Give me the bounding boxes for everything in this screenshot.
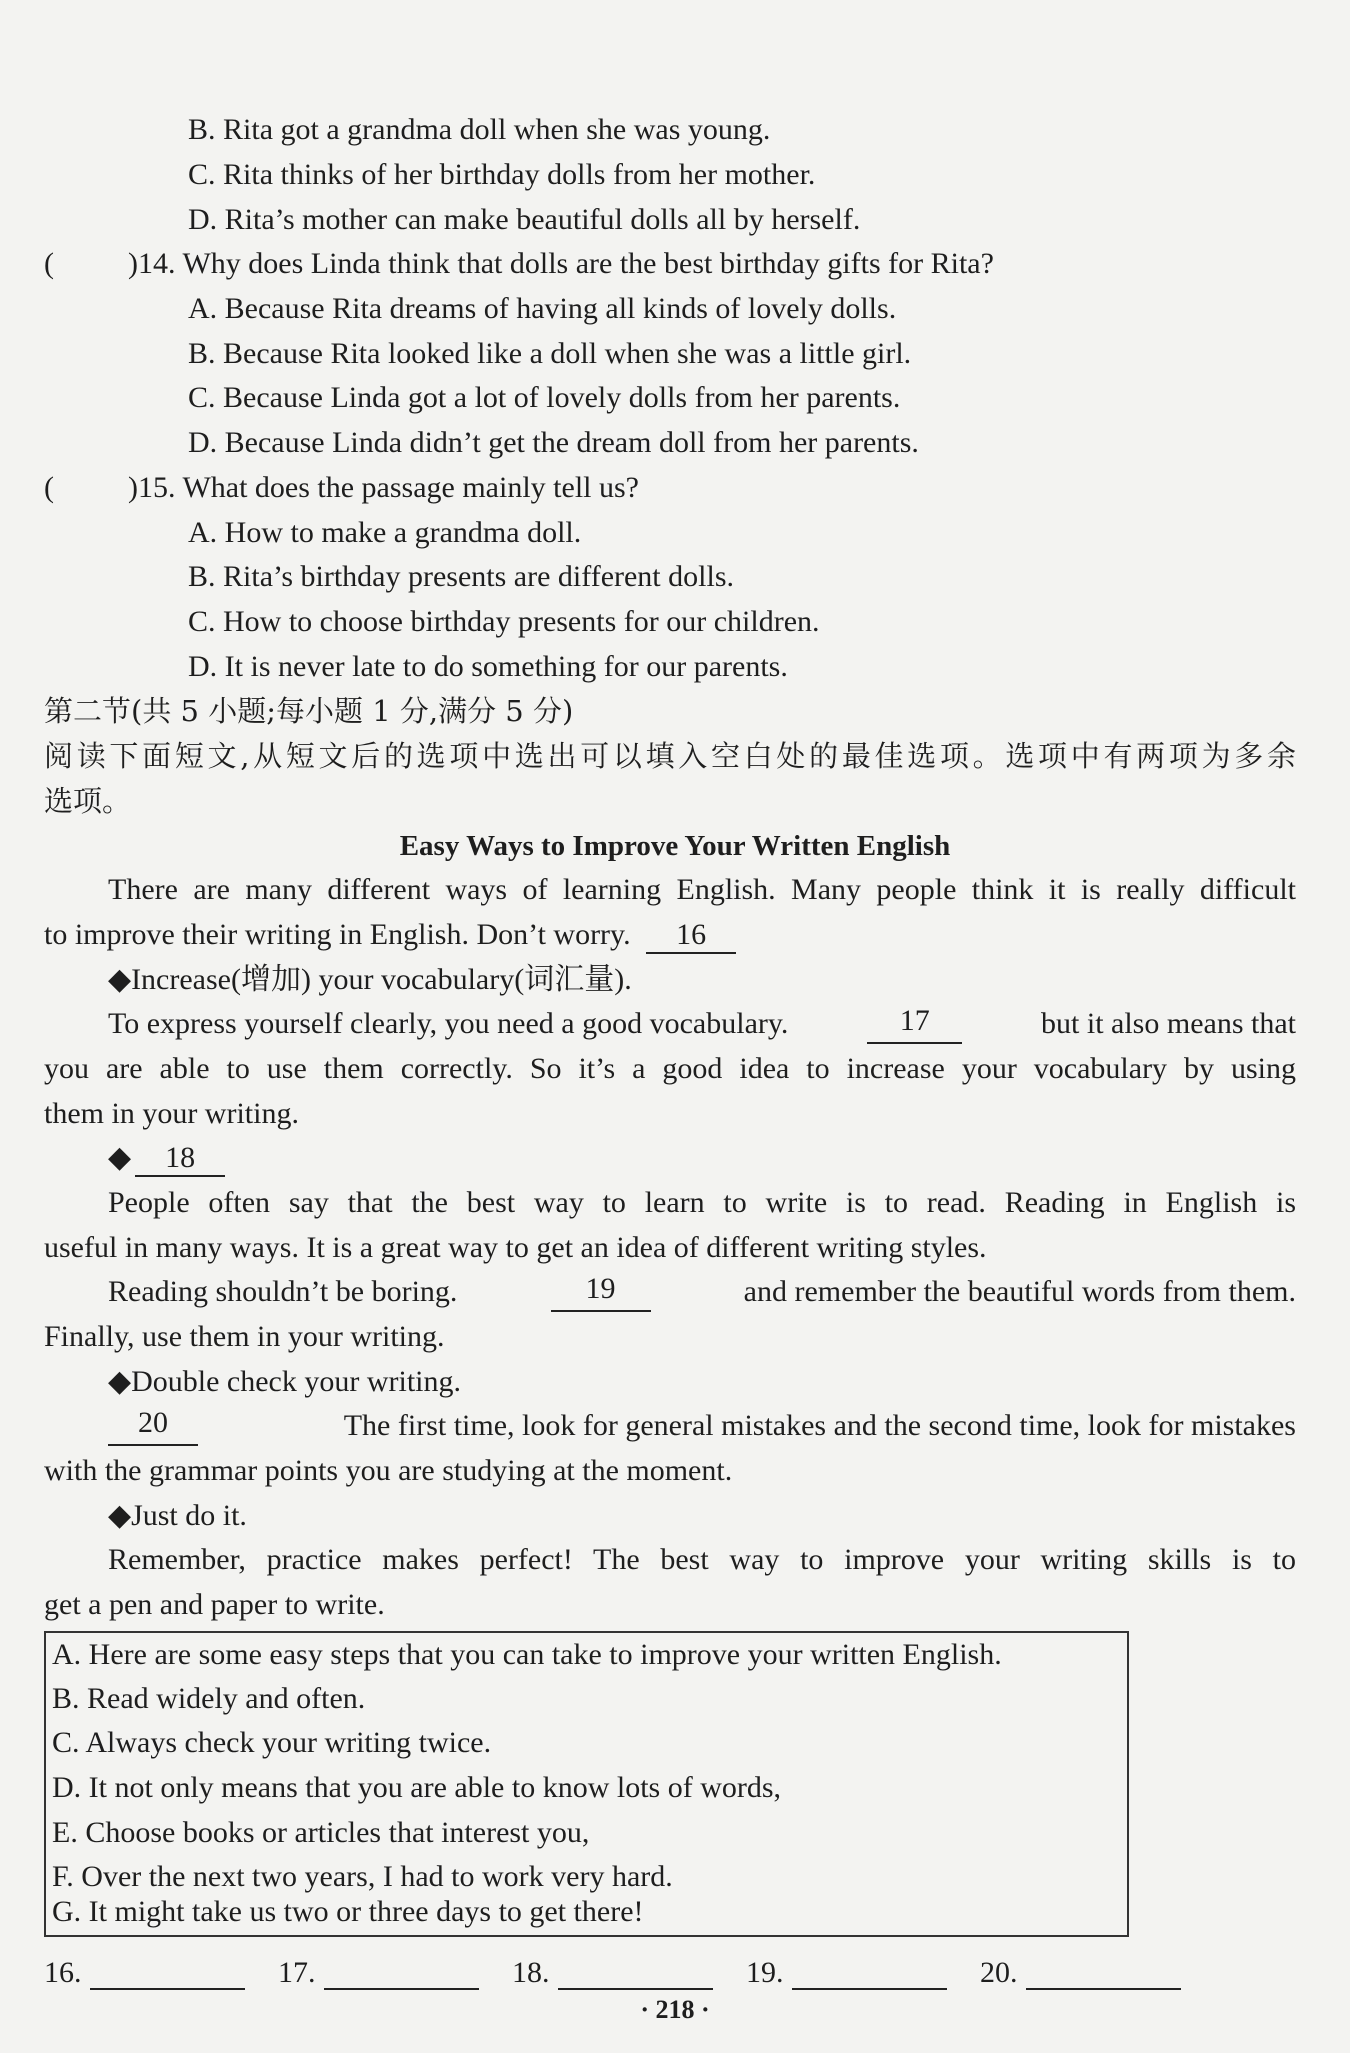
answer-label: 19.	[746, 1956, 784, 1989]
answer-19	[746, 1953, 947, 1993]
answer-field[interactable]	[1026, 1960, 1181, 1990]
answer-field[interactable]	[324, 1960, 479, 1990]
q15-option-c: C. How to choose birthday presents for our children.	[188, 605, 820, 638]
q15-option-b: B. Rita’s birthday presents are different dolls.	[188, 560, 734, 593]
passage-line	[108, 1406, 1296, 1446]
passage-line: There are many different ways of learning English. Many people think it is really difficult	[108, 873, 1296, 906]
choice-b: B. Read widely and often.	[52, 1682, 366, 1715]
passage-line: get a pen and paper to write.	[44, 1588, 385, 1621]
passage-text: The first time, look for general mistakes and the second time, look for mistakes	[343, 1409, 1296, 1442]
section-instruction: 阅读下面短文,从短文后的选项中选出可以填入空白处的最佳选项。选项中有两项为多余	[44, 739, 1296, 773]
answer-field[interactable]	[792, 1960, 947, 1990]
answer-label: 17.	[278, 1956, 316, 1989]
choice-g: G. It might take us two or three days to get there!	[52, 1895, 644, 1928]
blank-20[interactable]: 20	[108, 1406, 198, 1446]
section-heading: 第二节(共 5 小题;每小题 1 分,满分 5 分)	[44, 694, 574, 728]
q14-option-b: B. Because Rita looked like a doll when she was a little girl.	[188, 337, 912, 370]
q15-option-d: D. It is never late to do something for our parents.	[188, 650, 788, 683]
q14-option-a: A. Because Rita dreams of having all kinds of lovely dolls.	[188, 292, 897, 325]
blank-16[interactable]: 16	[646, 918, 736, 954]
passage-line: them in your writing.	[44, 1097, 299, 1130]
answer-20	[980, 1953, 1181, 1993]
answer-label: 16.	[44, 1956, 82, 1989]
answer-17	[278, 1953, 479, 1993]
subheading-just-do-it: ◆Just do it.	[108, 1499, 247, 1532]
passage-text: Reading shouldn’t be boring.	[108, 1275, 458, 1308]
passage-line: Remember, practice makes perfect! The best way to improve your writing skills is to	[108, 1543, 1296, 1576]
passage-title: Easy Ways to Improve Your Written English	[399, 830, 951, 862]
answer-label: 18.	[512, 1956, 550, 1989]
q15-stem	[44, 468, 639, 508]
passage-text: to improve their writing in English. Don’t worry.	[44, 918, 631, 951]
section-instruction-cont: 选项。	[44, 784, 132, 818]
subheading-blank	[108, 1138, 225, 1178]
subheading-vocabulary: ◆Increase(增加) your vocabulary(词汇量).	[108, 963, 632, 996]
choices-box	[44, 1631, 1129, 1937]
answer-16	[44, 1953, 245, 1993]
passage-line: with the grammar points you are studying at the moment.	[44, 1454, 733, 1487]
answer-label: 20.	[980, 1956, 1018, 1989]
answer-18	[512, 1953, 713, 1993]
diamond-icon: ◆	[108, 1141, 132, 1174]
q14-stem	[44, 244, 994, 284]
choice-d: D. It not only means that you are able to know lots of words,	[52, 1771, 782, 1804]
blank-17[interactable]: 17	[867, 1004, 962, 1044]
subheading-check: ◆Double check your writing.	[108, 1365, 461, 1398]
passage-line: Finally, use them in your writing.	[44, 1320, 445, 1353]
answer-field[interactable]	[558, 1960, 713, 1990]
passage-line	[108, 1272, 1296, 1312]
q13-option-d: D. Rita’s mother can make beautiful dolls all by herself.	[188, 203, 861, 236]
q13-option-b: B. Rita got a grandma doll when she was young.	[188, 113, 771, 146]
passage-text: To express yourself clearly, you need a good vocabulary.	[108, 1007, 789, 1040]
answer-bracket[interactable]: (	[44, 471, 54, 504]
q15-question: )15. What does the passage mainly tell us?	[128, 471, 639, 504]
passage-line: useful in many ways. It is a great way to get an idea of different writing styles.	[44, 1231, 987, 1264]
answer-field[interactable]	[90, 1960, 245, 1990]
q14-option-d: D. Because Linda didn’t get the dream doll from her parents.	[188, 426, 919, 459]
passage-line: you are able to use them correctly. So it’s a good idea to increase your vocabulary by using	[44, 1052, 1296, 1085]
choice-f: F. Over the next two years, I had to work very hard.	[52, 1860, 673, 1893]
choice-c: C. Always check your writing twice.	[52, 1726, 492, 1759]
passage-text: and remember the beautiful words from them.	[743, 1275, 1296, 1308]
page-number: · 218 ·	[640, 1995, 710, 2024]
answer-bracket[interactable]: (	[44, 247, 54, 280]
q14-option-c: C. Because Linda got a lot of lovely dolls from her parents.	[188, 381, 901, 414]
passage-line: People often say that the best way to learn to write is to read. Reading in English is	[108, 1186, 1296, 1219]
choice-e: E. Choose books or articles that interest you,	[52, 1816, 590, 1849]
choice-a: A. Here are some easy steps that you can take to improve your written English.	[52, 1638, 1002, 1671]
q15-option-a: A. How to make a grandma doll.	[188, 516, 582, 549]
blank-18[interactable]: 18	[135, 1141, 225, 1177]
passage-line	[108, 1004, 1296, 1044]
passage-line	[44, 915, 736, 955]
blank-19[interactable]: 19	[551, 1272, 651, 1312]
q14-question: )14. Why does Linda think that dolls are the best birthday gifts for Rita?	[128, 247, 994, 280]
passage-text: but it also means that	[1041, 1007, 1296, 1040]
q13-option-c: C. Rita thinks of her birthday dolls from her mother.	[188, 158, 816, 191]
